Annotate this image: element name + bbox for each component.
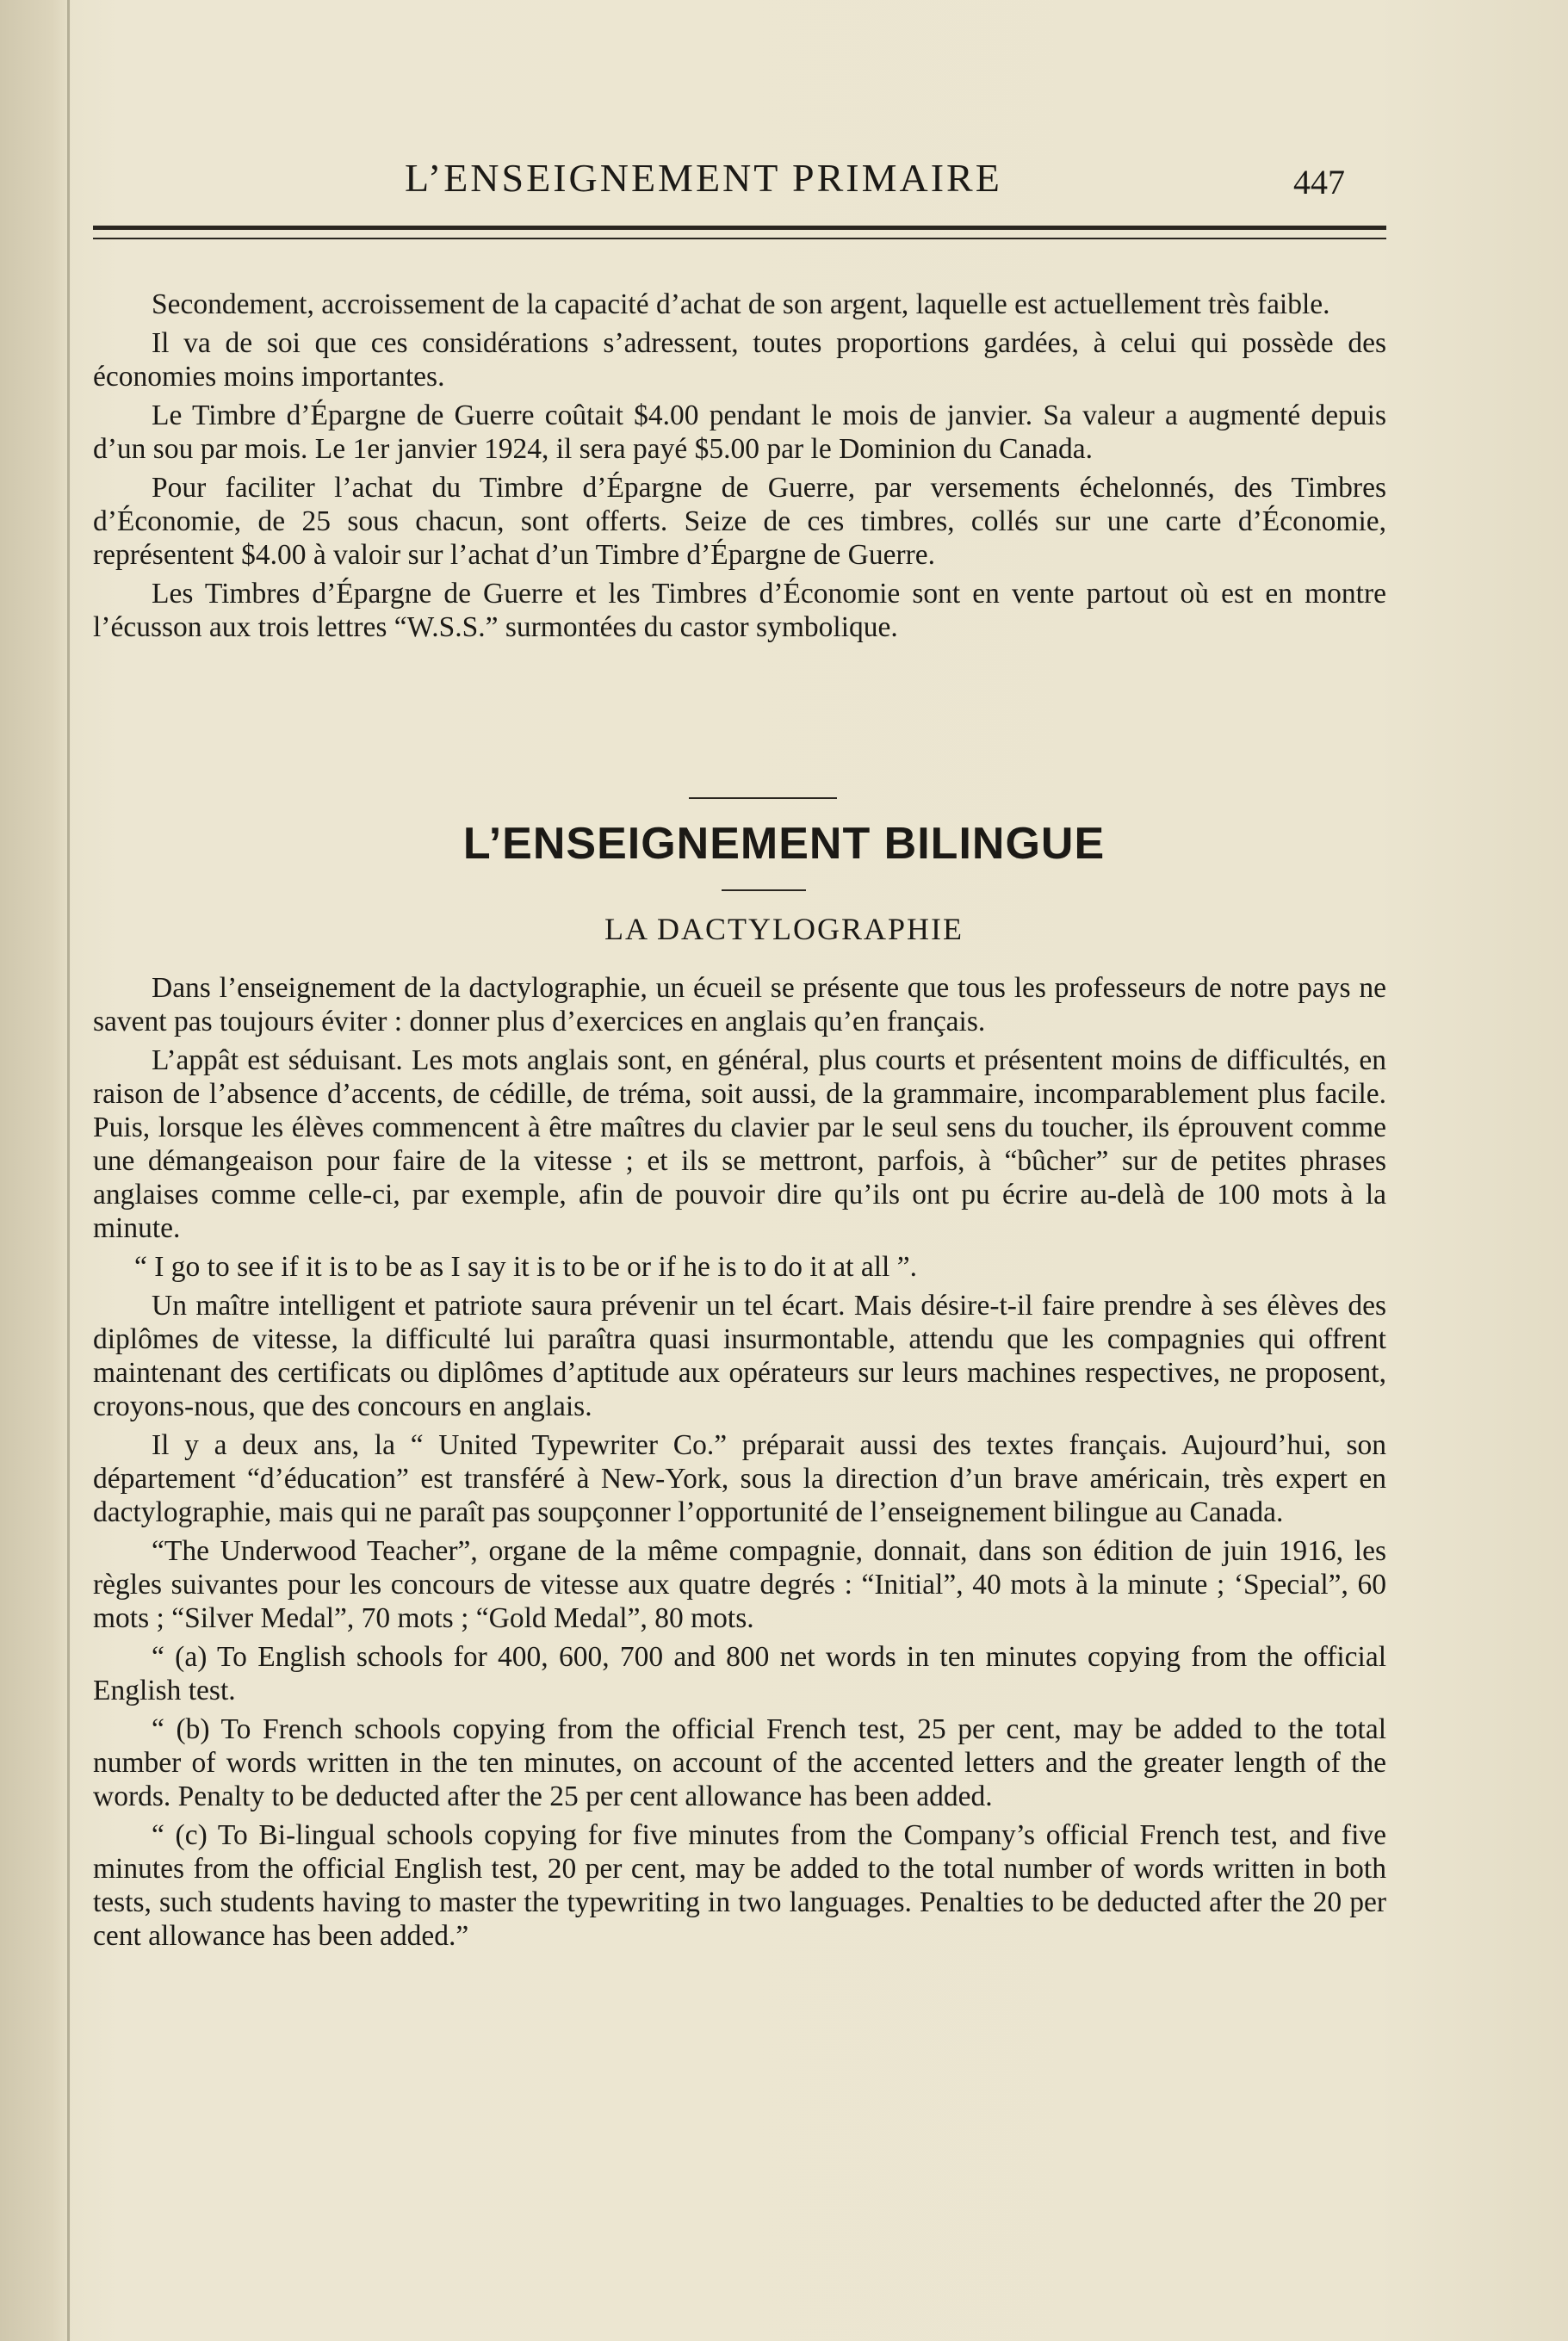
section-title: L’ENSEIGNEMENT BILINGUE: [462, 819, 1106, 869]
page-number: 447: [1293, 163, 1345, 201]
header-rule-thick: [93, 226, 1386, 230]
binding-shadow-line: [67, 0, 70, 2341]
paragraph: Un maître intelligent et patriote saura prévenir un tel écart. Mais désire-t-il faire prendre à ses élèves des diplômes de vitesse, la difficulté lui paraîtra quasi insurmontable, attendu que les compagnies qui offrent maintenant des certificats ou diplômes d’aptitude aux opérateurs sur leurs machines respectives, ne proposent, croyons-nous, que des concours en anglais.: [93, 1290, 1386, 1422]
paragraph: L’appât est séduisant. Les mots anglais sont, en général, plus courts et présentent moins de difficultés, en raison de l’absence d’accents, de cédille, de tréma, soit aussi, de la grammaire, incomparablement plus facile. Puis, lorsque les élèves commencent à être maîtres du clavier par le seul sens du toucher, ils éprouvent comme une démangeaison pour faire de la vitesse ; et ils se mettront, parfois, à “bûcher” sur de petites phrases anglaises comme celle-ci, par exemple, afin de pouvoir dire qu’ils ont pu écrire au-delà de 100 mots à la minute.: [93, 1044, 1386, 1244]
english-quote-line: “ I go to see if it is to be as I say it is to be or if he is to do it at all ”.: [134, 1251, 917, 1283]
header-rule-thin: [93, 238, 1386, 239]
paragraph: Il y a deux ans, la “ United Typewriter Co.” préparait aussi des textes français. Aujourd’hui, son département “d’éducation” est transféré à New-York, sous la direction d’un brave américain, très expert en dactylographie, mais qui ne paraît pas soupçonner l’opportunité de l’enseignement bilingue au Canada.: [93, 1429, 1386, 1528]
paragraph: Il va de soi que ces considérations s’adressent, toutes proportions gardées, à celui qui possède des économies moins importantes.: [93, 327, 1386, 393]
rule-paragraph-b: “ (b) To French schools copying from the official French test, 25 per cent, may be added to the total number of words written in the ten minutes, on account of the accented letters and the greater length of the words. Penalty to be deducted after the 25 per cent allowance has been added.: [93, 1713, 1386, 1812]
rule-paragraph-a: “ (a) To English schools for 400, 600, 700 and 800 net words in ten minutes copying from the official English test.: [93, 1641, 1386, 1706]
paragraph: “The Underwood Teacher”, organe de la même compagnie, donnait, dans son édition de juin 1916, les règles suivantes pour les concours de vitesse aux quatre degrés : “Initial”, 40 mots à la minute ; ‘Special”, 60 mots ; “Silver Medal”, 70 mots ; “Gold Medal”, 80 mots.: [93, 1535, 1386, 1634]
paragraph: Secondement, accroissement de la capacité d’achat de son argent, laquelle est actuellement très faible.: [152, 288, 1330, 320]
section-divider-bottom: [722, 889, 806, 891]
intro-text-block: [93, 288, 1386, 649]
section-subtitle: LA DACTYLOGRAPHIE: [604, 912, 964, 946]
running-title: L’ENSEIGNEMENT PRIMAIRE: [405, 156, 1002, 200]
section-divider-top: [689, 797, 837, 799]
paragraph: Le Timbre d’Épargne de Guerre coûtait $4.00 pendant le mois de janvier. Sa valeur a augmenté depuis d’un sou par mois. Le 1er janvier 1924, il sera payé $5.00 par le Dominion du Canada.: [93, 399, 1386, 465]
paragraph: Pour faciliter l’achat du Timbre d’Épargne de Guerre, par versements échelonnés, des Timbres d’Économie, de 25 sous chacun, sont offerts. Seize de ces timbres, collés sur une carte d’Économie, représentent $4.00 à valoir sur l’achat d’un Timbre d’Épargne de Guerre.: [93, 472, 1386, 571]
paragraph: Les Timbres d’Épargne de Guerre et les Timbres d’Économie sont en vente partout où est en montre l’écusson aux trois lettres “W.S.S.” surmontées du castor symbolique.: [93, 578, 1386, 643]
page-binding-edge: [0, 0, 71, 2341]
running-header: [0, 145, 1568, 214]
section-text-block: [93, 971, 1386, 1958]
rule-paragraph-c: “ (c) To Bi-lingual schools copying for five minutes from the Company’s official French test, and five minutes from the official English test, 20 per cent, may be added to the total number of words written in both tests, such students having to master the typewriting in two languages. Penalties to be deducted after the 20 per cent allowance has been added.”: [93, 1819, 1386, 1952]
paragraph: Dans l’enseignement de la dactylographie, un écueil se présente que tous les professeurs de notre pays ne savent pas toujours éviter : donner plus d’exercices en anglais qu’en français.: [93, 972, 1386, 1037]
